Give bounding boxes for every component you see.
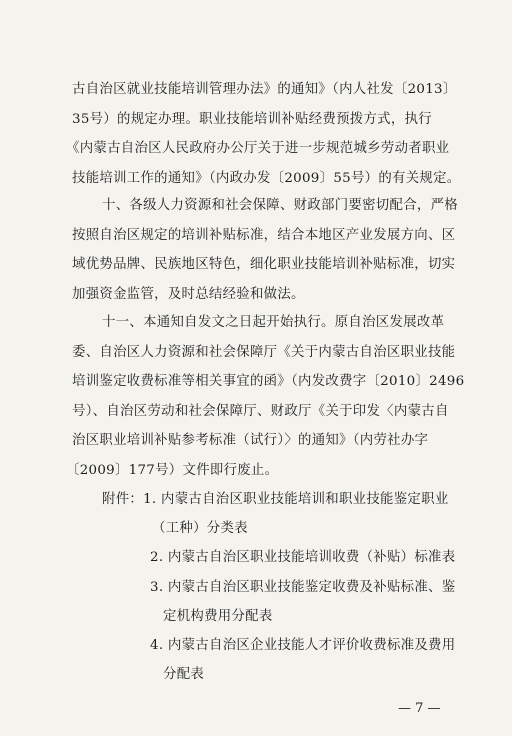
body-text-line: 号）、自治区劳动和社会保障厅、财政厅《关于印发〈内蒙古自	[72, 404, 449, 419]
body-text-line: 治区职业培训补贴参考标准（试行）〉的通知》（内劳社办字	[72, 433, 429, 448]
page-number: — 7 —	[398, 701, 441, 716]
body-text-line: 《内蒙古自治区人民政府办公厅关于进一步规范城乡劳动者职业	[66, 141, 450, 156]
body-text-line: 委、自治区人力资源和社会保障厅《关于内蒙古自治区职业技能	[72, 345, 456, 360]
attachment-item-3: 3. 内蒙古自治区职业技能鉴定收费及补贴标准、鉴	[150, 580, 456, 595]
body-text-line: 古自治区就业技能培训管理办法》的通知》（内人社发〔2013〕	[72, 82, 457, 97]
attachment-item-4-cont: 分配表	[163, 667, 205, 682]
attachment-item-3-cont: 定机构费用分配表	[163, 609, 273, 624]
body-text-line: 培训鉴定收费标准等相关事宜的函》（内发改费字〔2010〕2496	[72, 374, 465, 389]
body-text-line: 域优势品牌、民族地区特色，细化职业技能培训补贴标准，切实	[72, 257, 456, 272]
body-text-line: 加强资金监管，及时总结经验和做法。	[72, 287, 305, 302]
body-text-line: 〔2009〕177号）文件即行废止。	[66, 463, 279, 478]
attachment-item-1: 附件：1. 内蒙古自治区职业技能培训和职业技能鉴定职业	[102, 492, 449, 507]
attachment-item-1-cont: （工种）分类表	[152, 521, 248, 536]
body-text-line: 按照自治区规定的培训补贴标准，结合本地区产业发展方向、区	[72, 228, 456, 243]
section-ten-text: 十、各级人力资源和社会保障、财政部门要密切配合，严格	[102, 198, 458, 213]
attachment-item-2: 2. 内蒙古自治区职业技能培训收费（补贴）标准表	[150, 550, 456, 565]
body-text-line: 35号）的规定办理。职业技能培训补贴经费预拨方式，执行	[72, 112, 432, 127]
attachment-item-4: 4. 内蒙古自治区企业技能人才评价收费标准及费用	[150, 638, 456, 653]
body-text-line: 技能培训工作的通知》（内政办发〔2009〕55号）的有关规定。	[72, 171, 461, 186]
section-eleven-text: 十一、本通知自发文之日起开始执行。原自治区发展改革	[102, 315, 445, 330]
